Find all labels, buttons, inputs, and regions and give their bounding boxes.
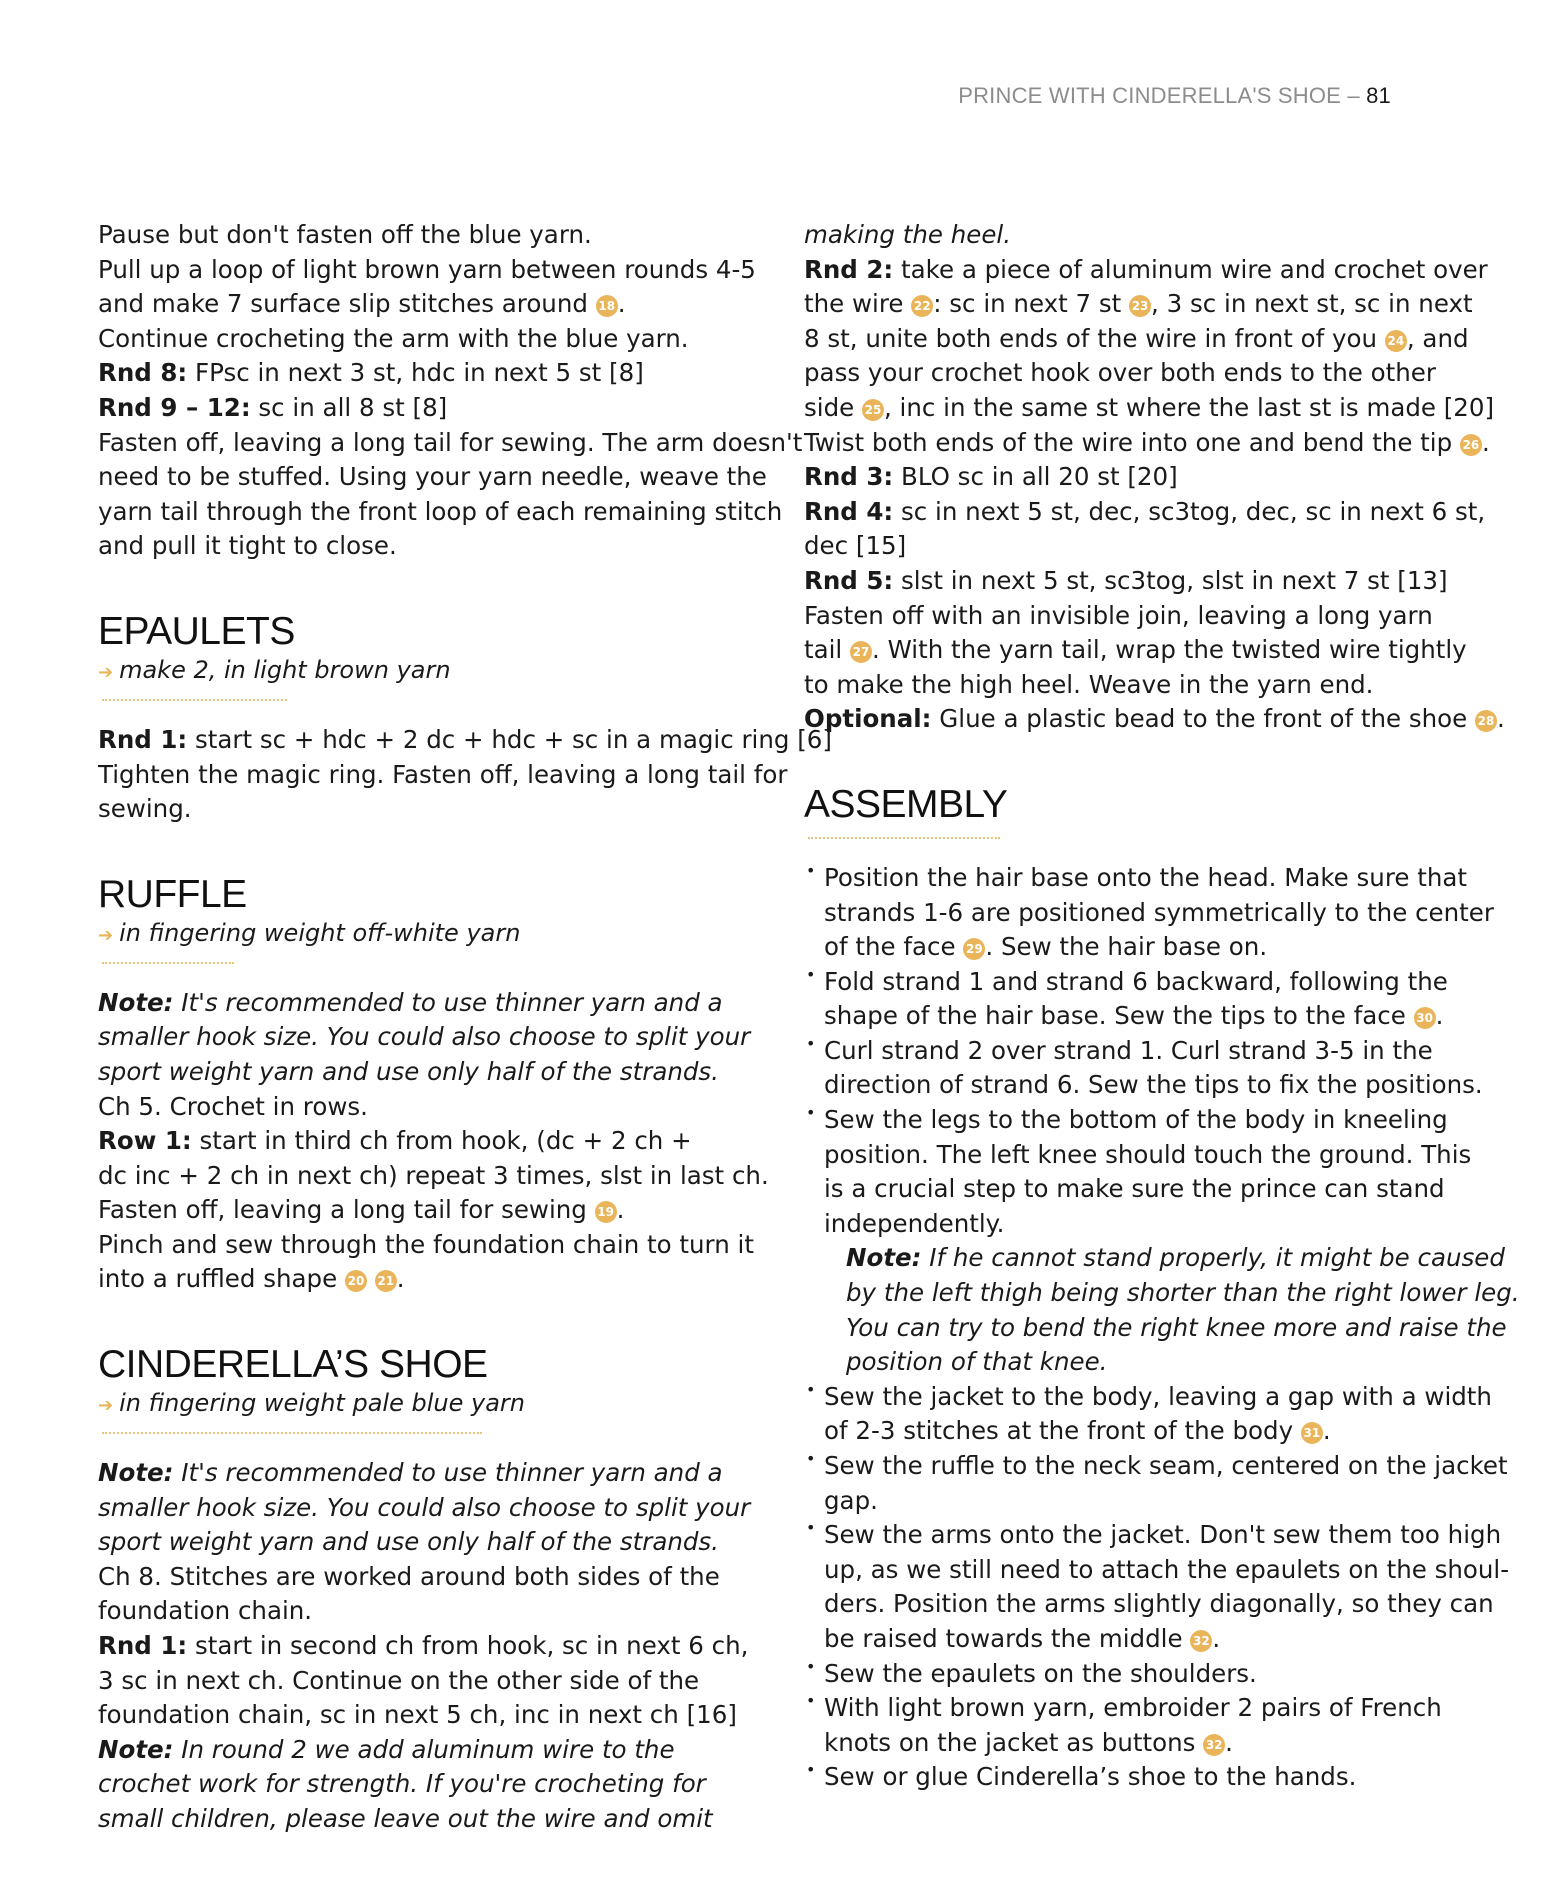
text-line: Sew the legs to the bottom of the body in kneeling <box>824 1105 1448 1135</box>
note-line: smaller hook size. You could also choose to split your <box>98 1022 751 1052</box>
step-badge: 18 <box>596 295 618 317</box>
step-badge: 24 <box>1385 330 1407 352</box>
note-line: by the left thigh being shorter than the right lower leg. <box>846 1278 1520 1308</box>
dotted-divider <box>102 962 234 964</box>
text-line: ders. Position the arms slightly diagonally, so they can <box>824 1589 1494 1619</box>
text-line: Rnd 1: start sc + hdc + 2 dc + hdc + sc in a magic ring [6] <box>98 724 832 754</box>
arrow-icon: ➔ <box>98 661 114 683</box>
text-line: Fasten off, leaving a long tail for sewing. The arm doesn't <box>98 427 803 457</box>
step-badge: 28 <box>1475 710 1497 732</box>
step-badge: 30 <box>1414 1007 1436 1029</box>
assembly-section <box>804 782 1520 1795</box>
text-line: Curl strand 2 over strand 1. Curl strand 3-5 in the <box>824 1035 1433 1065</box>
step-badge: 19 <box>595 1201 617 1223</box>
text-line: need to be stuffed. Using your yarn needle, weave the <box>98 462 767 492</box>
text-line: Sew or glue Cinderella’s shoe to the hands. <box>824 1762 1357 1792</box>
text-line: Rnd 2: take a piece of aluminum wire and crochet over <box>804 254 1488 284</box>
note-line: Note: It's recommended to use thinner yarn and a <box>98 987 723 1017</box>
section-heading: ASSEMBLY <box>804 782 1008 826</box>
note-line: Note: It's recommended to use thinner yarn and a <box>98 1458 723 1488</box>
list-item <box>804 1691 1464 1760</box>
bullet: • <box>806 1691 816 1711</box>
list-item <box>804 1449 1508 1518</box>
bullet: • <box>806 1033 816 1053</box>
section-heading: RUFFLE <box>98 872 247 916</box>
note-line: crochet work for strength. If you're crocheting for <box>98 1769 706 1799</box>
text-line: Optional: Glue a plastic bead to the front of the shoe 28 . <box>804 704 1505 734</box>
text-line: Position the hair base onto the head. Make sure that <box>824 862 1467 892</box>
step-badge: 21 <box>375 1270 397 1292</box>
text-line: Pull up a loop of light brown yarn between rounds 4-5 <box>98 254 756 284</box>
shoe-continued-section <box>804 218 1505 737</box>
epaulets-section <box>98 609 832 827</box>
step-badge: 20 <box>345 1270 367 1292</box>
step-badge: 32 <box>1190 1630 1212 1652</box>
text-line: Rnd 3: BLO sc in all 20 st [20] <box>804 462 1178 492</box>
bullet: • <box>806 1103 816 1123</box>
list-item <box>804 1103 1520 1380</box>
running-head-title: PRINCE WITH CINDERELLA'S SHOE – <box>958 83 1367 108</box>
bullet: • <box>806 1656 816 1676</box>
step-badge: 26 <box>1460 434 1482 456</box>
note-line: Note: If he cannot stand properly, it might be caused <box>846 1243 1505 1273</box>
text-line: into a ruffled shape 20 21 . <box>98 1264 405 1294</box>
text-line: independently. <box>824 1208 1005 1238</box>
list-item <box>804 1657 1464 1692</box>
assembly-list <box>804 860 1520 1795</box>
text-line: 8 st, unite both ends of the wire in front of you 24 , and <box>804 323 1469 353</box>
text-line: Row 1: start in third ch from hook, (dc + 2 ch + <box>98 1126 692 1156</box>
section-subtitle: ➔ in fingering weight pale blue yarn <box>98 1389 525 1418</box>
text-line: Rnd 5: slst in next 5 st, sc3tog, slst in next 7 st [13] <box>804 565 1448 595</box>
text-line: dec [15] <box>804 531 907 561</box>
list-item <box>804 1760 1464 1795</box>
section-heading: CINDERELLA’S SHOE <box>98 1343 488 1387</box>
text-line: side 25 , inc in the same st where the last st is made [20] <box>804 392 1495 422</box>
text-line: Sew the jacket to the body, leaving a gap with a width <box>824 1381 1492 1411</box>
text-line: dc inc + 2 ch in next ch) repeat 3 times, slst in last ch. <box>98 1160 769 1190</box>
text-line: Fasten off, leaving a long tail for sewing 19 . <box>98 1195 625 1225</box>
note-line: sport weight yarn and use only half of the strands. <box>98 1527 719 1557</box>
step-badge: 25 <box>862 399 884 421</box>
text-line: Rnd 4: sc in next 5 st, dec, sc3tog, dec, sc in next 6 st, <box>804 496 1486 526</box>
text-line: yarn tail through the front loop of each remaining stitch <box>98 496 783 526</box>
text-line: Pinch and sew through the foundation chain to turn it <box>98 1229 754 1259</box>
text-line: Twist both ends of the wire into one and bend the tip 26 . <box>804 427 1490 457</box>
text-line: Sew the epaulets on the shoulders. <box>824 1658 1257 1688</box>
left-column <box>98 218 832 1837</box>
bullet: • <box>806 1449 816 1468</box>
section-subtitle: ➔ in fingering weight off-white yarn <box>98 918 521 947</box>
text-line: Sew the ruffle to the neck seam, centered on the jacket <box>824 1451 1508 1480</box>
page-number: 81 <box>1366 83 1391 108</box>
note-line: You can try to bend the right knee more and raise the <box>846 1312 1507 1342</box>
ruffle-section <box>98 872 769 1297</box>
text-line: shape of the hair base. Sew the tips to the face 30 . <box>824 1001 1444 1031</box>
text-line: strands 1-6 are positioned symmetrically to the center <box>824 897 1494 927</box>
step-badge: 32 <box>1203 1734 1225 1756</box>
step-badge: 29 <box>963 938 985 960</box>
note-line: smaller hook size. You could also choose to split your <box>98 1492 751 1522</box>
note-line: sport weight yarn and use only half of the strands. <box>98 1056 719 1086</box>
note-line: small children, please leave out the wire and omit <box>98 1804 713 1833</box>
text-line: foundation chain. <box>98 1596 313 1626</box>
running-head <box>958 83 1391 109</box>
text-line: Ch 8. Stitches are worked around both sides of the <box>98 1561 720 1591</box>
arrow-icon: ➔ <box>98 1395 114 1417</box>
text-line: tail 27 . With the yarn tail, wrap the twisted wire tightly <box>804 635 1467 665</box>
text-line: Rnd 9 – 12: sc in all 8 st [8] <box>98 392 448 422</box>
text-line: knots on the jacket as buttons 32 . <box>824 1727 1233 1757</box>
list-item <box>804 965 1464 1034</box>
text-line: Rnd 1: start in second ch from hook, sc in next 6 ch, <box>98 1631 749 1661</box>
note-line: making the heel. <box>804 220 1012 249</box>
text-line: the wire 22 : sc in next 7 st 23 , 3 sc in next st, sc in next <box>804 289 1473 319</box>
text-line: and pull it tight to close. <box>98 531 397 561</box>
list-item <box>804 1033 1483 1103</box>
text-line: Fold strand 1 and strand 6 backward, following the <box>824 966 1448 996</box>
text-line: of 2-3 stitches at the front of the body 31 . <box>824 1416 1331 1446</box>
dotted-divider <box>102 699 287 701</box>
text-line: With light brown yarn, embroider 2 pairs of French <box>824 1693 1442 1723</box>
text-line: Ch 5. Crochet in rows. <box>98 1091 368 1121</box>
assembly-note <box>824 1241 1520 1379</box>
bullet: • <box>806 1760 816 1780</box>
bullet: • <box>806 964 816 984</box>
step-badge: 27 <box>850 641 872 663</box>
text-line: and make 7 surface slip stitches around 18 . <box>98 289 626 319</box>
dotted-divider <box>102 1432 482 1434</box>
text-line: up, as we still need to attach the epaulets on the shoul- <box>824 1554 1510 1584</box>
step-badge: 23 <box>1129 295 1151 317</box>
text-line: Rnd 8: FPsc in next 3 st, hdc in next 5 st [8] <box>98 358 644 388</box>
list-item <box>804 1379 1492 1449</box>
text-line: of the face 29 . Sew the hair base on. <box>824 932 1268 962</box>
text-line: gap. <box>824 1485 878 1515</box>
section-subtitle: ➔ make 2, in light brown yarn <box>98 655 451 684</box>
text-line: be raised towards the middle 32 . <box>824 1623 1221 1653</box>
list-item <box>804 1518 1510 1656</box>
text-line: 3 sc in next ch. Continue on the other side of the <box>98 1665 700 1695</box>
step-badge: 22 <box>911 295 933 317</box>
text-line: Continue crocheting the arm with the blue yarn. <box>98 323 689 353</box>
bullet: • <box>806 1379 816 1399</box>
text-line: foundation chain, sc in next 5 ch, inc in next ch [16] <box>98 1700 737 1730</box>
text-line: Pause but don't fasten off the blue yarn. <box>98 220 592 249</box>
bullet: • <box>806 860 816 880</box>
bullet: • <box>806 1518 816 1538</box>
text-line: direction of strand 6. Sew the tips to fix the positions. <box>824 1070 1483 1100</box>
note-line: position of that knee. <box>846 1347 1108 1377</box>
text-line: position. The left knee should touch the ground. This <box>824 1139 1472 1169</box>
shoe-section <box>98 1343 758 1837</box>
note-line: Note: In round 2 we add aluminum wire to the <box>98 1734 675 1764</box>
right-column <box>804 218 1520 1795</box>
text-line: Fasten off with an invisible join, leaving a long yarn <box>804 600 1433 630</box>
text-line: pass your crochet hook over both ends to the other <box>804 358 1436 388</box>
dotted-divider <box>808 837 1000 839</box>
text-line: Sew the arms onto the jacket. Don't sew them too high <box>824 1520 1502 1550</box>
list-item <box>804 860 1494 965</box>
step-badge: 31 <box>1301 1422 1323 1444</box>
section-heading: EPAULETS <box>98 609 295 653</box>
text-line: sewing. <box>98 794 192 824</box>
text-line: Tighten the magic ring. Fasten off, leaving a long tail for <box>98 759 788 789</box>
text-line: is a crucial step to make sure the prince can stand <box>824 1174 1445 1204</box>
arm-finish-section <box>98 218 803 564</box>
text-line: to make the high heel. Weave in the yarn end. <box>804 669 1374 699</box>
arrow-icon: ➔ <box>98 924 114 946</box>
